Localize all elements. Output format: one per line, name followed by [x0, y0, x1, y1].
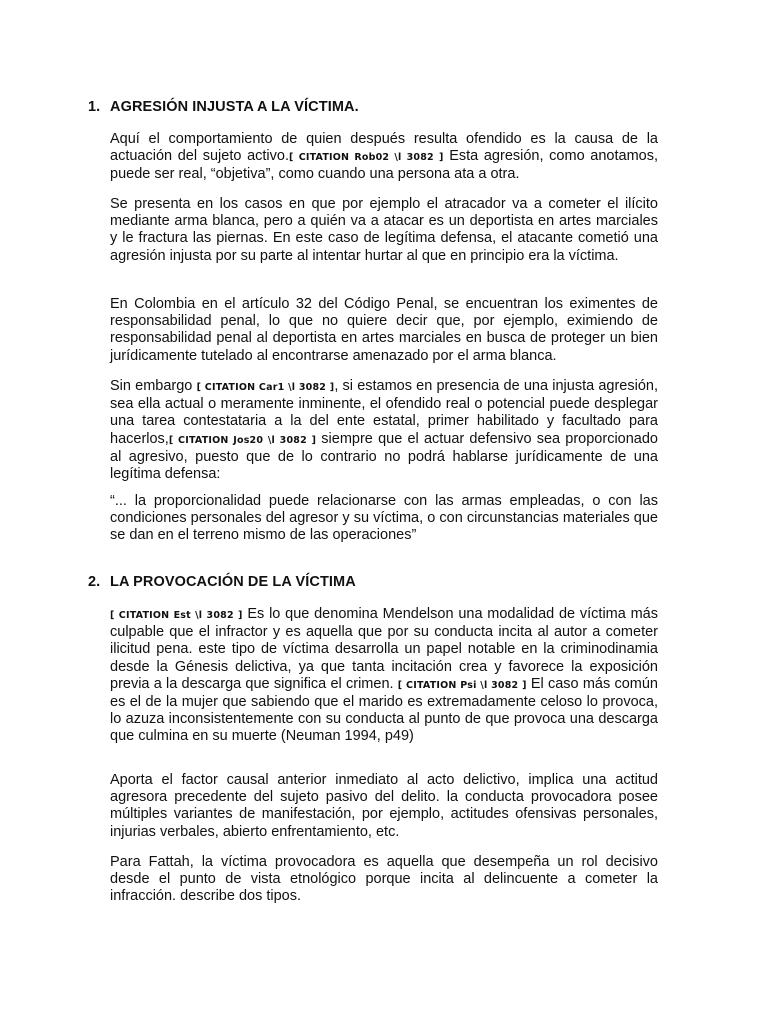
section-1-number: 1.: [88, 99, 101, 115]
text-run: Es lo que denomina Mendelson una modalidad de víctima más culpable que el infractor y es aquella que por su conducta incita al autor a cometer ilicitud pena. este tipo de víctima desarrolla un papel notable en la criminodinamia desde la Génesis delictiva, ya que tanta incitación crea y favorece la exposición previa a la descarga que significa el crimen.: [110, 606, 658, 692]
section-1-paragraph-4: [110, 378, 658, 483]
text-run: siempre que el actuar defensivo sea proporcionado al agresivo, puesto que de lo contrario no podrá hablarse jurídicamente de una legítima defensa:: [110, 430, 658, 483]
citation-field: [ CITATION Jos20 \l 3082 ]: [168, 434, 317, 446]
section-2-paragraph-2: Aporta el factor causal anterior inmediato al acto delictivo, implica una actitud agresora precedente del sujeto pasivo del delito. la conducta provocadora posee múltiples variantes de manifestación, por ejemplo, actitudes ofensivas personales, injurias verbales, abierto enfrentamiento, etc.: [110, 772, 658, 840]
text-run: Esta agresión, como anotamos, puede ser real, “objetiva”, como cuando una persona ata a otra.: [110, 148, 658, 183]
section-1-paragraph-2: Se presenta en los casos en que por ejemplo el atracador va a cometer el ilícito mediante arma blanca, pero a quién va a atacar es un deportista en artes marciales y le fractura las piernas. En este caso de legítima defensa, el atacante cometió una agresión injusta por su parte al intentar hurtar al que en principio era la víctima.: [110, 196, 658, 264]
section-1-paragraph-3: En Colombia en el artículo 32 del Código Penal, se encuentran los eximentes de responsabilidad penal, lo que no quiere decir que, por ejemplo, eximiendo de responsabilidad penal al deportista en artes marciales en busca de proteger un bien jurídicamente tutelado al encontrarse amenazado por el arma blanca.: [110, 296, 658, 364]
section-2-paragraph-1: [110, 606, 658, 746]
citation-field: [ CITATION Rob02 \l 3082 ]: [289, 152, 444, 164]
text-run: Sin embargo: [110, 378, 197, 394]
text-run: El caso más común es el de la mujer que sabiendo que el marido es extremadamente celoso lo provoca, lo azuza inconsistentemente con su conducta al punto de que provoca una descarga que culmina en su muerte (Neuman 1994, p49): [110, 675, 658, 745]
section-2-number: 2.: [88, 574, 101, 590]
section-1-heading: [88, 99, 359, 115]
section-1-paragraph-1: [110, 131, 658, 184]
section-2-paragraph-3: Para Fattah, la víctima provocadora es aquella que desempeña un rol decisivo desde el punto de vista etnológico porque incita al delincuente a cometer la infracción. describe dos tipos.: [110, 854, 658, 905]
citation-field: [ CITATION Psi \l 3082 ]: [397, 679, 527, 691]
section-1-quote: “... la proporcionalidad puede relacionarse con las armas empleadas, o con las condiciones personales del agresor y su víctima, o con circunstancias materiales que se dan en el terreno mismo de las operaciones”: [110, 493, 658, 544]
section-2-title: LA PROVOCACIÓN DE LA VÍCTIMA: [110, 574, 356, 590]
section-2-heading: [88, 574, 356, 590]
text-run: Aquí el comportamiento de quien después resulta ofendido es la causa de la actuación del sujeto activo.: [110, 131, 658, 165]
citation-field: [ CITATION Car1 \l 3082 ]: [196, 382, 335, 393]
text-run: , si estamos en presencia de una injusta agresión, sea ella actual o meramente inminente, el ofendido real o potencial puede desplegar una tarea contestataria a la del ente estatal, primer habilitado y facultado para hacerlos,: [110, 378, 658, 447]
section-1-title: AGRESIÓN INJUSTA A LA VÍCTIMA.: [110, 99, 359, 115]
citation-field: [ CITATION Est \l 3082 ]: [110, 610, 243, 621]
